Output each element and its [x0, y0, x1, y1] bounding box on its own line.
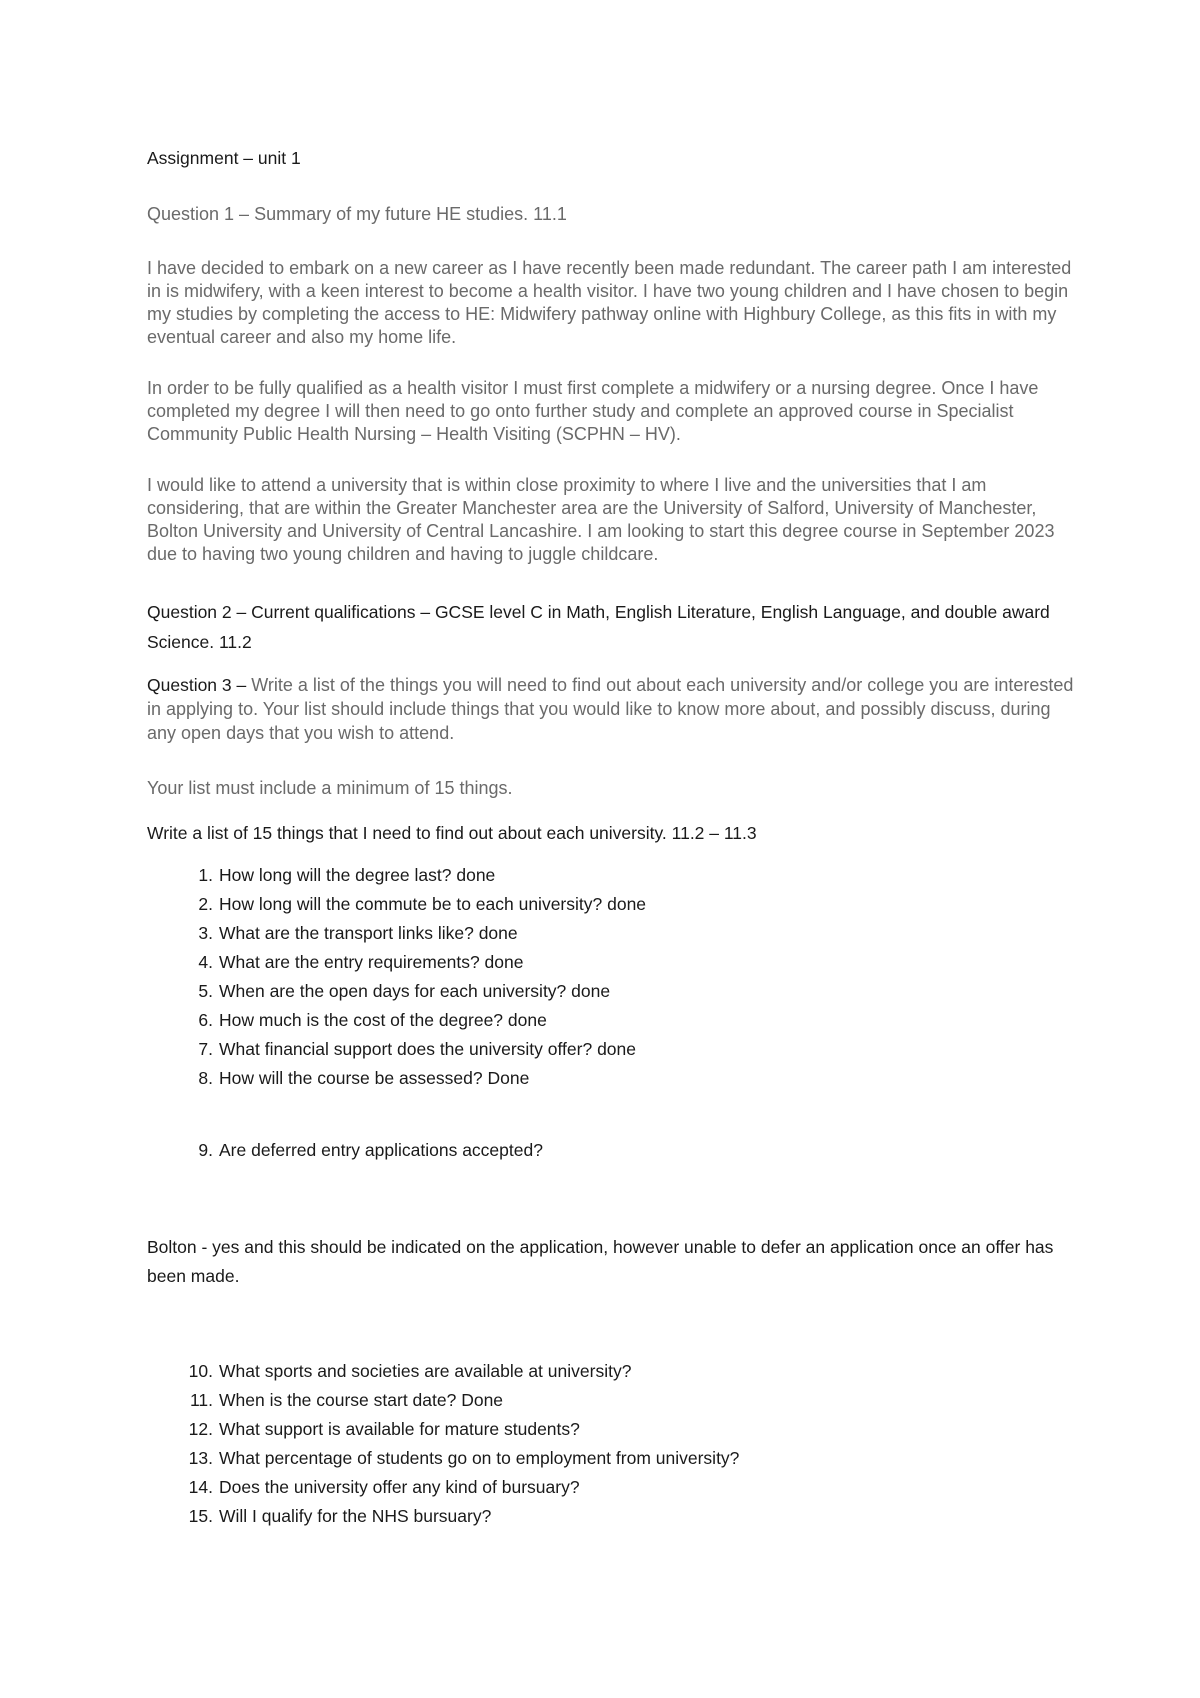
list-item-number: 13.: [188, 1448, 213, 1468]
list-item-text: What sports and societies are available at university?: [219, 1361, 632, 1381]
question-1-paragraph-2: In order to be fully qualified as a health visitor I must first complete a midwifery or a nursing degree. Once I have completed my degree I will then need to go onto further study and complete an approved course in Specialist Community Public Health Nursing – Health Visiting (SCPHN – HV).: [147, 378, 1039, 444]
list-heading: Write a list of 15 things that I need to find out about each university. 11.2 – 11.3: [147, 823, 757, 843]
list-item: [147, 1136, 1077, 1165]
list-item-text: How long will the commute be to each university? done: [219, 894, 647, 914]
list-item-number: 11.: [189, 1390, 213, 1410]
question-3-lead: Question 3 –: [147, 675, 247, 695]
list-item: [147, 1035, 1077, 1064]
list-item-text: What are the transport links like? done: [219, 923, 518, 943]
questions-list-part-1: [147, 861, 1077, 1093]
list-item-number: 10.: [188, 1361, 213, 1381]
question-2-text: Question 2 – Current qualifications – GCSE level C in Math, English Literature, English Language, and double award Science. 11.2: [147, 602, 1050, 652]
list-item: [147, 1386, 1077, 1415]
list-item: [147, 1415, 1077, 1444]
list-item-number: 6.: [198, 1010, 213, 1030]
list-item: [147, 977, 1077, 1006]
list-item-number: 2.: [198, 894, 213, 914]
list-item: [147, 1444, 1077, 1473]
question-1-paragraph-3: I would like to attend a university that is within close proximity to where I live and the universities that I am considering, that are within the Greater Manchester area are the University of Salford, University of Manchester, Bolton University and University of Central Lancashire. I am looking to start this degree course in September 2023 due to having two young children and having to juggle childcare.: [147, 475, 1055, 564]
list-item-number: 3.: [198, 923, 213, 943]
list-item: [147, 919, 1077, 948]
list-item-number: 14.: [188, 1477, 213, 1497]
list-item: [147, 1006, 1077, 1035]
list-item-text: How will the course be assessed? Done: [219, 1068, 530, 1088]
list-item-number: 5.: [198, 981, 213, 1001]
list-item-text: What support is available for mature students?: [219, 1419, 580, 1439]
list-item: [147, 1064, 1077, 1093]
list-item-text: Are deferred entry applications accepted?: [219, 1140, 543, 1160]
document-title: Assignment – unit 1: [147, 148, 301, 168]
list-item-number: 12.: [188, 1419, 213, 1439]
list-item-number: 4.: [198, 952, 213, 972]
list-item: [147, 948, 1077, 977]
list-item-text: Does the university offer any kind of bursuary?: [219, 1477, 580, 1497]
question-1-paragraph-1: I have decided to embark on a new career as I have recently been made redundant. The career path I am interested in is midwifery, with a keen interest to become a health visitor. I have two young children and I have chosen to begin my studies by completing the access to HE: Midwifery pathway online with Highbury College, as this fits in with my eventual career and also my home life.: [147, 258, 1072, 347]
list-minimum-note: Your list must include a minimum of 15 things.: [147, 778, 513, 798]
list-item: [147, 1473, 1077, 1502]
question-3-body: Write a list of the things you will need to find out about each university and/or college you are interested in applying to. Your list should include things that you would like to know more about, and possibly discuss, during any open days that you wish to attend.: [147, 675, 1074, 743]
list-item-text: What are the entry requirements? done: [219, 952, 524, 972]
list-item-text: How long will the degree last? done: [219, 865, 496, 885]
list-item-text: How much is the cost of the degree? done: [219, 1010, 547, 1030]
list-item-text: What percentage of students go on to employment from university?: [219, 1448, 740, 1468]
list-item: [147, 861, 1077, 890]
list-item: [147, 1502, 1077, 1531]
list-item: [147, 890, 1077, 919]
list-item-text: Will I qualify for the NHS bursuary?: [219, 1506, 492, 1526]
list-item-text: When is the course start date? Done: [219, 1390, 504, 1410]
list-item-number: 15.: [188, 1506, 213, 1526]
questions-list-part-2: [147, 1136, 1077, 1165]
list-item-number: 7.: [198, 1039, 213, 1059]
list-item-number: 8.: [198, 1068, 213, 1088]
bolton-note: Bolton - yes and this should be indicated on the application, however unable to defer an application once an offer has been made.: [147, 1237, 1054, 1286]
question-1-heading: Question 1 – Summary of my future HE studies. 11.1: [147, 204, 567, 224]
list-item-number: 1.: [198, 865, 213, 885]
question-3-text: [147, 673, 1077, 745]
questions-list-part-3: [147, 1357, 1077, 1531]
list-item-text: What financial support does the university offer? done: [219, 1039, 637, 1059]
list-item-number: 9.: [198, 1140, 213, 1160]
list-item: [147, 1357, 1077, 1386]
list-item-text: When are the open days for each university? done: [219, 981, 611, 1001]
